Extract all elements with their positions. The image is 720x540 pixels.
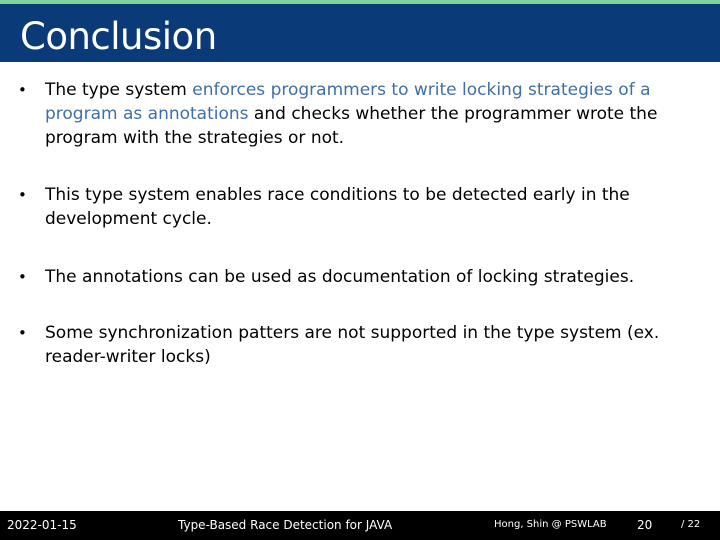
page-total: / 22 [681,519,701,530]
bullet-icon: • [18,324,27,342]
footer-date: 2022-01-15 [7,518,77,532]
page-number: 20 [637,518,653,532]
bullet-icon: • [18,268,27,286]
bullet-item [18,78,702,150]
bullet-text-highlight: enforces programmers to write locking strategies of a program as annotations [45,80,651,124]
bullet-text: Some synchronization patters are not supported in the type system (ex. reader-writer locks) [45,323,660,367]
bullet-text [45,78,702,150]
bullet-item [18,265,634,289]
footer-title: Type-Based Race Detection for JAVA [178,518,393,532]
bullet-text: The annotations can be used as documentation of locking strategies. [45,267,635,287]
title-bar [0,4,720,62]
bullet-icon: • [18,81,27,99]
slide-title: Conclusion [20,15,217,58]
bullet-item [18,321,702,369]
footer-author: Hong, Shin @ PSWLAB [494,519,607,530]
bullet-icon: • [18,186,27,204]
bullet-text-plain: and checks whether the programmer wrote the program with the strategies or not. [45,104,658,148]
footer-bar [0,511,720,540]
bullet-text-plain: The type system [45,80,193,100]
bullet-item [18,183,702,231]
bullet-text: This type system enables race conditions to be detected early in the development cycle. [45,185,630,229]
